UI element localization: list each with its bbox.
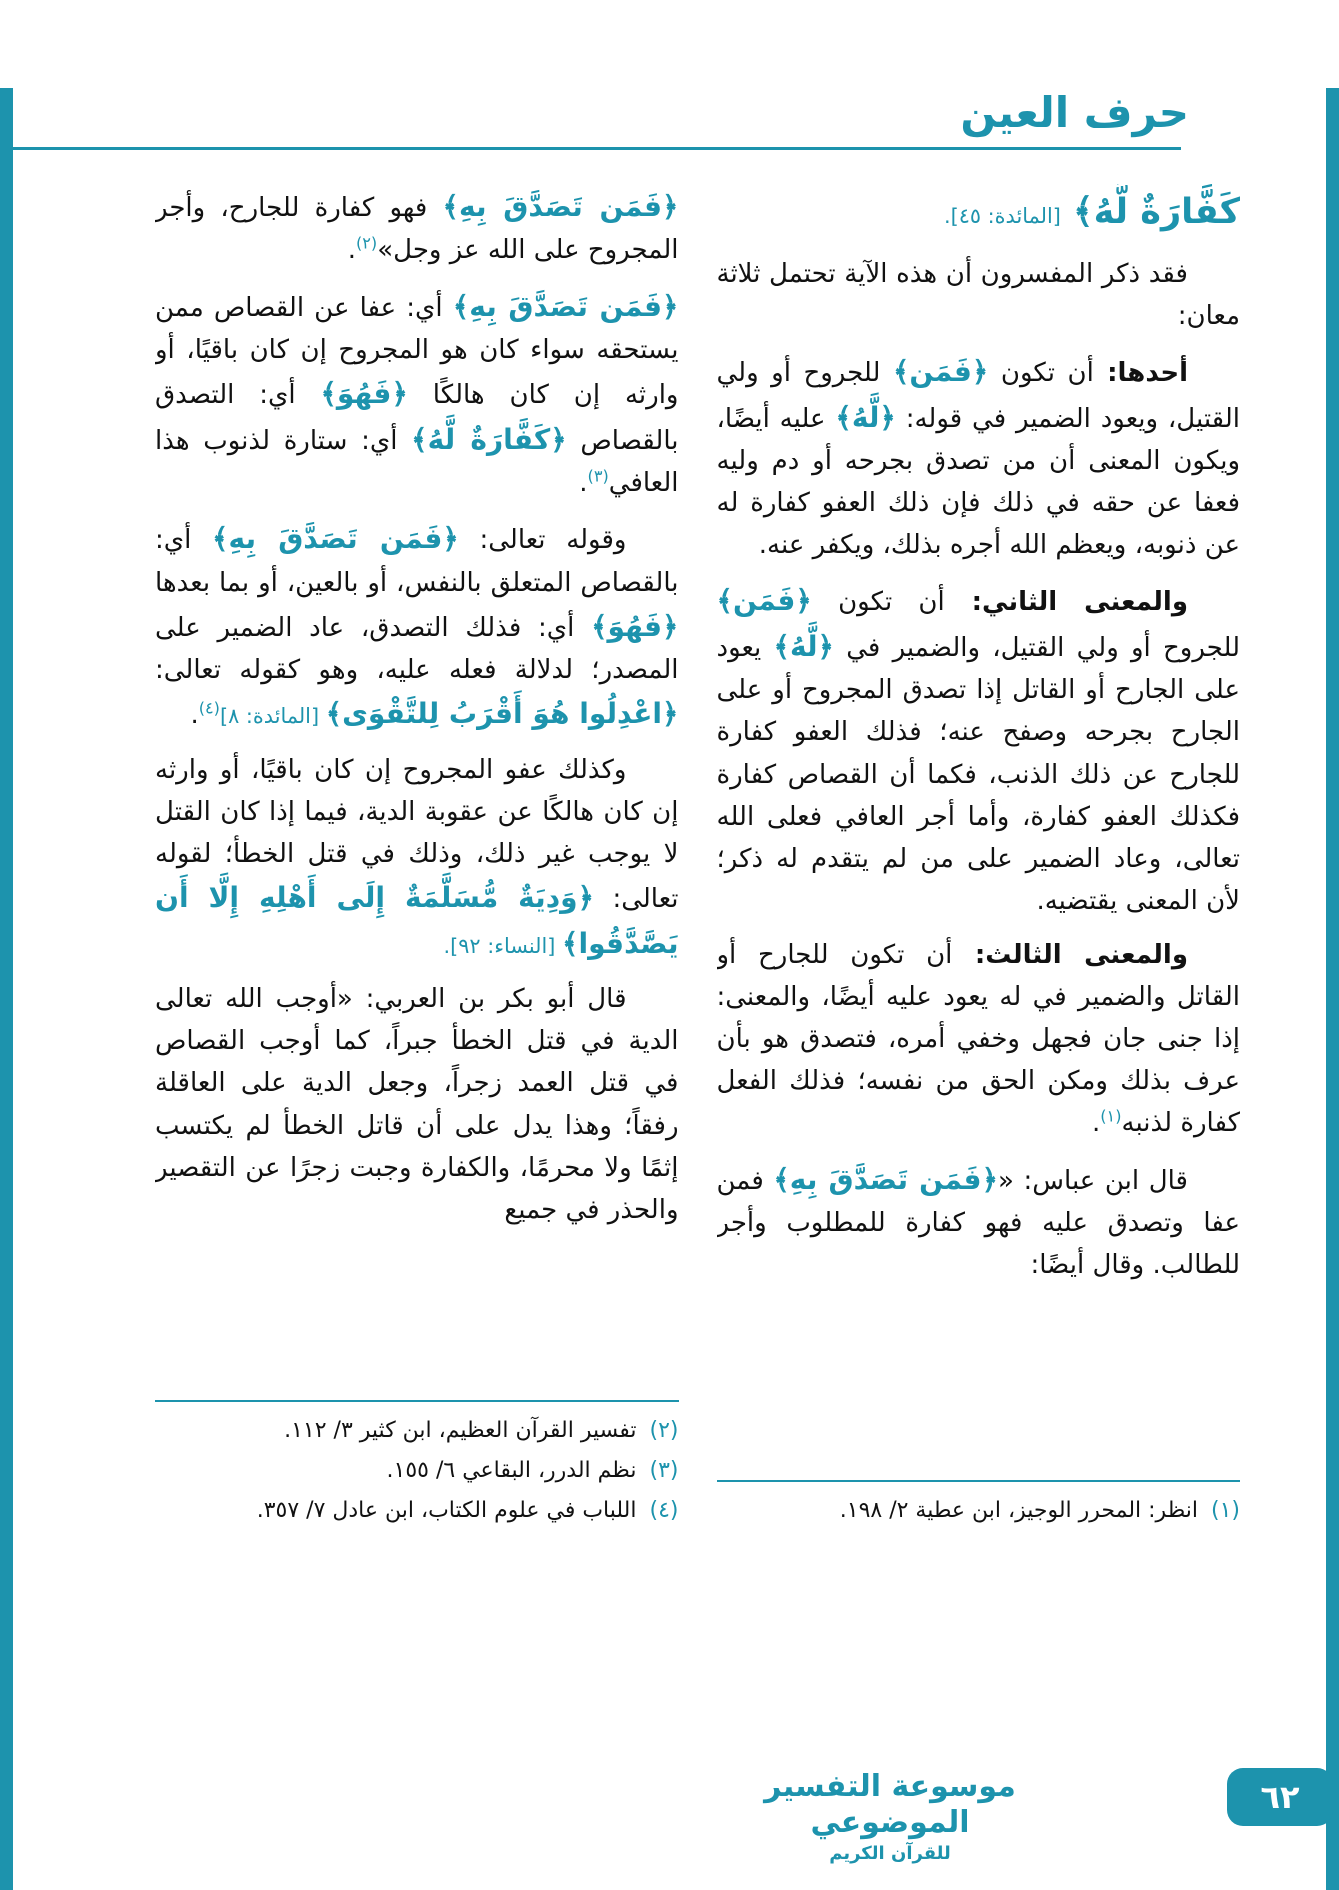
emphasis-text: والمعنى الثالث: bbox=[952, 939, 1188, 970]
paragraph bbox=[717, 349, 1241, 566]
quran-quote: ﴿لَّهُ﴾ bbox=[835, 400, 896, 434]
body-text: وكذلك عفو المجروح إن كان باقيًا، أو وارثه إن كان هالكًا عن عقوبة الدية، فيما إذا كان القتل لا يوجب غير ذلك، وذلك في قتل الخطأ؛ لقوله تعالى: bbox=[155, 754, 679, 915]
right-column bbox=[717, 184, 1241, 1534]
body-text: أي: التصدق بالقصاص bbox=[155, 380, 679, 456]
quran-quote: ﴿فَهُوَ﴾ bbox=[320, 377, 408, 411]
paragraph bbox=[155, 284, 679, 505]
footnote-marker: (٣) bbox=[587, 466, 609, 486]
quran-quote: كَفَّارَةٌ لَّهُ﴾ bbox=[1060, 191, 1240, 232]
body-text: . bbox=[579, 468, 588, 499]
body-text: أي: بالقصاص المتعلق بالنفس، أو بالعين، أو بما بعدها bbox=[155, 525, 679, 598]
footnote-divider bbox=[155, 1400, 679, 1402]
verse-reference: [النساء: ٩٢]. bbox=[443, 933, 562, 958]
paragraph bbox=[717, 184, 1241, 241]
logo-subtitle: للقرآن الكريم bbox=[829, 1843, 951, 1864]
body-text: . bbox=[347, 235, 356, 266]
footnote bbox=[717, 1494, 1241, 1528]
right-edge-bar bbox=[1326, 88, 1339, 1890]
body-text: فقد ذكر المفسرون أن هذه الآية تحتمل ثلاثة معان: bbox=[716, 258, 1240, 331]
paragraph bbox=[155, 516, 679, 737]
quran-quote: ﴿فَهُوَ﴾ bbox=[591, 609, 679, 643]
body-text: . bbox=[1091, 1108, 1101, 1139]
body-text: وقوله تعالى: bbox=[458, 525, 627, 556]
quran-quote: ﴿لَّهُ﴾ bbox=[773, 629, 835, 663]
body-text: أن تكون للجارح أو القاتل والضمير في له يعود عليه أيضًا، والمعنى: إذا جنى جان فجهل وخفي أمره، فتصدق هو بأن عرف بذلك ومكن الحق من نفسه؛ فذلك الفعل كفارة لذنبه bbox=[716, 939, 1240, 1139]
footnote-marker: (٤) bbox=[198, 698, 220, 718]
body-text: أي: عفا عن القصاص ممن يستحقه سواء كان هو المجروح إن كان باقيًا، أو وارثه إن كان هالكًا bbox=[155, 292, 679, 411]
footnote-number: (٣) bbox=[649, 1457, 679, 1483]
paragraph bbox=[155, 749, 679, 966]
footnote bbox=[155, 1454, 679, 1488]
paragraph bbox=[155, 184, 679, 272]
footnote-number: (٢) bbox=[649, 1417, 679, 1443]
verse-reference: [المائدة: ٨] bbox=[219, 704, 326, 729]
paragraph bbox=[717, 934, 1241, 1145]
footnote bbox=[155, 1414, 679, 1448]
left-edge-bar bbox=[0, 88, 13, 1890]
quran-quote: ﴿فَمَن تَصَدَّقَ بِهِ﴾ bbox=[452, 289, 679, 323]
footnote-marker: (٢) bbox=[355, 233, 378, 253]
body-text: يعود على الجارح أو القاتل إذا تصدق المجروح أو على الجارح بجرحه وصفح عنه؛ فذلك العفو كفارة للجارح عن ذلك الذنب، فكما أن القصاص كفارة فكذلك العفو كفارة، وأما أجر العافي فعلى الله تعالى، وعاد الضمير على من لم يتقدم له ذكر؛ لأن المعنى يقتضيه. bbox=[716, 632, 1240, 916]
page-header bbox=[0, 0, 1339, 150]
body-text: أن تكون bbox=[811, 587, 945, 618]
body-text: للجروح أو ولي القتيل، والضمير في bbox=[834, 632, 1240, 663]
body-text: عليه أيضًا، ويكون المعنى أن من تصدق بجرحه أو دم وليه فعفا عن حقه في ذلك فإن ذلك العفو كفارة له عن ذنوبه، ويعظم الله أجره بذلك، ويكفر عنه. bbox=[716, 403, 1240, 561]
quran-quote: ﴿فَمَن تَصَدَّقَ بِهِ﴾ bbox=[212, 522, 459, 556]
footnote-text: انظر: المحرر الوجيز، ابن عطية ٢/ ١٩٨. bbox=[839, 1497, 1198, 1523]
body-text: أي: فذلك التصدق، عاد الضمير على المصدر؛ لدلالة فعله عليه، وهو كقوله تعالى: bbox=[155, 612, 679, 686]
body-text: قال أبو بكر بن العربي: «أوجب الله تعالى الدية في قتل الخطأ جبراً، كما أوجب القصاص في قتل العمد زجراً، وجعل الدية على العاقلة رفقاً؛ وهذا يدل على أن قاتل الخطأ لم يكتسب إثمًا ولا محرمًا، والكفارة وجبت زجرًا عن التقصير والحذر في جميع bbox=[155, 984, 679, 1225]
body-text: أن تكون bbox=[988, 358, 1094, 389]
quran-quote: ﴿اعْدِلُوا هُوَ أَقْرَبُ لِلتَّقْوَى﴾ bbox=[325, 697, 679, 731]
quran-quote: ﴿فَمَن تَصَدَّقَ بِهِ﴾ bbox=[442, 190, 679, 223]
footnote-number: (١) bbox=[1210, 1497, 1240, 1523]
footnote-marker: (١) bbox=[1100, 1106, 1122, 1126]
body-text: أي: ستارة لذنوب هذا العافي bbox=[155, 425, 679, 499]
content-columns bbox=[155, 184, 1240, 1534]
body-text: للجروح أو ولي القتيل، ويعود الضمير في قوله: bbox=[716, 358, 1240, 434]
quran-quote: ﴿وَدِيَةٌ مُّسَلَّمَةٌ إِلَى أَهْلِهِ إِلَّا أَن يَصَّدَّقُوا﴾ bbox=[155, 881, 679, 960]
emphasis-text: أحدها: bbox=[1093, 358, 1188, 389]
footnote-divider bbox=[717, 1480, 1241, 1482]
logo-title: موسوعة التفسير الموضوعي bbox=[764, 1769, 1016, 1840]
body-text: فهو كفارة للجارح، وأجر المجروح على الله عز وجل» bbox=[155, 193, 679, 266]
chapter-title: حرف العين bbox=[960, 88, 1189, 137]
page-number-badge: ٦٢ bbox=[1227, 1768, 1333, 1826]
left-column bbox=[155, 184, 679, 1534]
footnotes-right bbox=[717, 1474, 1241, 1534]
quran-quote: ﴿كَفَّارَةٌ لَّهُ﴾ bbox=[411, 422, 567, 456]
footnote-text: نظم الدرر، البقاعي ٦/ ١٥٥. bbox=[386, 1457, 637, 1483]
footnote bbox=[155, 1494, 679, 1528]
footnote-text: تفسير القرآن العظيم، ابن كثير ٣/ ١١٢. bbox=[284, 1417, 637, 1443]
paragraph bbox=[717, 578, 1241, 922]
quran-quote: ﴿فَمَن﴾ bbox=[716, 584, 812, 618]
emphasis-text: والمعنى الثاني: bbox=[944, 587, 1188, 618]
quran-quote: ﴿فَمَن تَصَدَّقَ بِهِ﴾ bbox=[773, 1162, 999, 1196]
quran-quote: ﴿فَمَن﴾ bbox=[892, 355, 989, 389]
footnote-number: (٤) bbox=[649, 1497, 679, 1523]
verse-reference: [المائدة: ٤٥]. bbox=[943, 204, 1061, 228]
paragraph bbox=[717, 253, 1241, 337]
body-text: . bbox=[190, 700, 199, 731]
body-text: فمن عفا وتصدق عليه فهو كفارة للمطلوب وأجر للطالب. وقال أيضًا: bbox=[716, 1165, 1240, 1281]
body-text: قال ابن عباس: « bbox=[998, 1165, 1188, 1196]
footnote-text: اللباب في علوم الكتاب، ابن عادل ٧/ ٣٥٧. bbox=[256, 1497, 637, 1523]
publisher-logo bbox=[740, 1769, 1040, 1864]
paragraph bbox=[717, 1157, 1241, 1287]
footnotes-left bbox=[155, 1394, 679, 1534]
header-divider bbox=[8, 147, 1181, 150]
paragraph bbox=[155, 978, 679, 1231]
